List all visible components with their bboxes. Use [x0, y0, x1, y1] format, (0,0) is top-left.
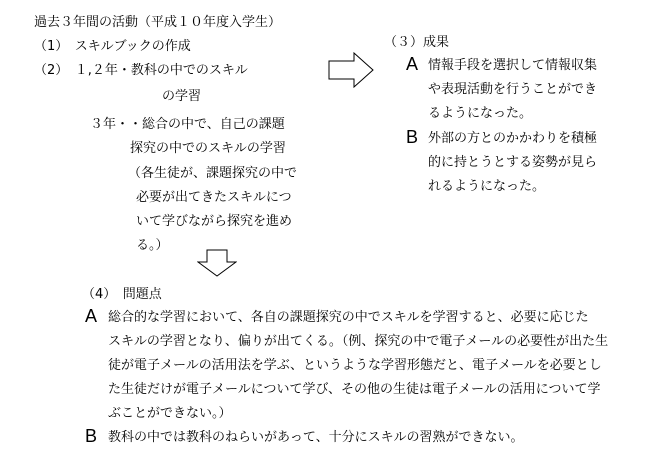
activity-note-line-2: 必要が出てきたスキルにつ: [136, 190, 292, 205]
problems-a-line-3: 徒が電子メールの活用法を学ぶ、というような学習形態だと、電子メールを必要とし: [108, 358, 602, 373]
problems-heading: （4） 問題点: [82, 287, 162, 302]
results-b-mark: B: [406, 127, 419, 147]
activity-note-line-4: る。）: [136, 238, 169, 253]
results-b-line-2: 的に持とうとする姿勢が見ら: [428, 155, 598, 170]
problems-a-line-5: ぶことができない。）: [108, 406, 232, 421]
down-arrow-icon: [197, 249, 237, 277]
results-b-line-3: れるようになった。: [428, 179, 546, 194]
results-a-line-3: るようになった。: [428, 106, 533, 121]
activity-note-line-1: （各生徒が、課題探究の中で: [128, 166, 298, 181]
problems-a-line-2: スキルの学習となり、偏りが出てくる。（例、探究の中で電子メールの必要性が出た生: [108, 334, 609, 349]
results-a-line-2: や表現活動を行うことができ: [428, 82, 598, 97]
problems-b-mark: B: [85, 426, 98, 446]
activity-item-1: （1） スキルブックの作成: [34, 39, 191, 54]
activity-note-line-3: いて学びながら探究を進め: [136, 214, 293, 229]
activity-item-3-line-2: 探究の中でのスキルの学習: [130, 141, 286, 156]
results-b-line-1: 外部の方とのかかわりを積極: [428, 131, 598, 146]
activities-title: 過去３年間の活動（平成１０年度入学生）: [34, 15, 282, 30]
problems-a-line-4: た生徒だけが電子メールについて学び、その他の生徒は電子メールの活用について学: [108, 382, 601, 397]
results-a-line-1: 情報手段を選択して情報収集: [428, 58, 598, 73]
activity-item-2-line-1: （2） １,２年・教科の中でのスキル: [34, 63, 248, 78]
results-a-mark: A: [406, 54, 419, 74]
results-heading: （３）成果: [384, 35, 450, 50]
activity-item-2-line-2: の学習: [162, 89, 202, 104]
activity-item-3-line-1: ３年・・総合の中で、自己の課題: [90, 117, 285, 132]
problems-b-line: 教科の中では教科のねらいがあって、十分にスキルの習熟ができない。: [108, 430, 524, 445]
right-arrow-icon: [328, 52, 374, 88]
problems-a-line-1: 総合的な学習において、各自の課題探究の中でスキルを学習すると、必要に応じた: [108, 310, 589, 325]
problems-a-mark: A: [85, 306, 98, 326]
